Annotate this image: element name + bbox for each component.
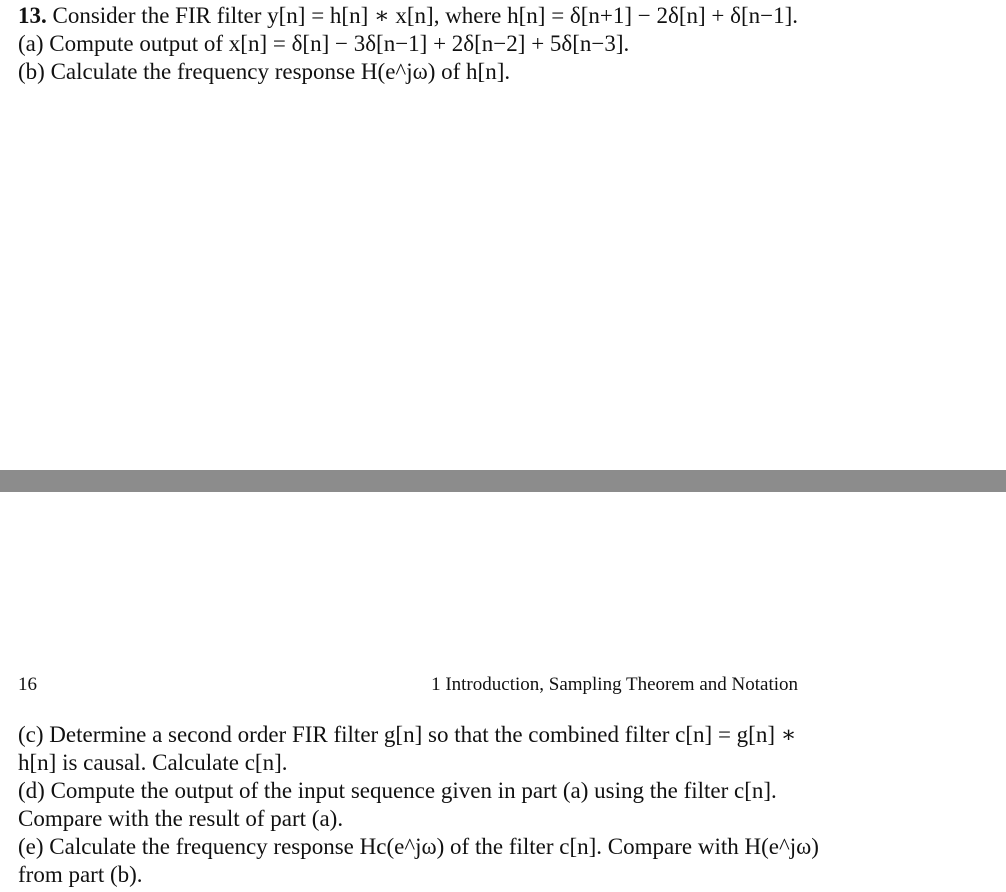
part-a-line: (a) Compute output of x[n] = δ[n] − 3δ[n−1] + 2δ[n−2] + 5δ[n−3]. bbox=[18, 31, 630, 56]
problem-statement-line bbox=[18, 2, 978, 30]
chapter-title: 1 Introduction, Sampling Theorem and Notation bbox=[431, 674, 798, 695]
problem-line-1: Consider the FIR filter y[n] = h[n] ∗ x[n], where h[n] = δ[n+1] − 2δ[n] + δ[n−1]. bbox=[52, 3, 799, 28]
page-number: 16 bbox=[18, 674, 37, 695]
part-e-line-1: (e) Calculate the frequency response Hc(e^jω) of the filter c[n]. Compare with H(e^jω) bbox=[18, 834, 819, 859]
problem-number: 13. bbox=[18, 3, 47, 28]
part-c-line-2: h[n] is causal. Calculate c[n]. bbox=[18, 750, 288, 775]
page-separator bbox=[0, 470, 1006, 492]
part-b-line: (b) Calculate the frequency response H(e^jω) of h[n]. bbox=[18, 59, 511, 84]
part-d-line-1: (d) Compute the output of the input sequence given in part (a) using the filter c[n]. bbox=[18, 778, 777, 803]
part-d-line-2: Compare with the result of part (a). bbox=[18, 806, 344, 831]
part-c-line-1: (c) Determine a second order FIR filter g[n] so that the combined filter c[n] = g[n] ∗ bbox=[18, 722, 797, 747]
part-e-line-2: from part (b). bbox=[18, 862, 143, 887]
running-head bbox=[18, 673, 798, 697]
problem-continuation bbox=[18, 721, 819, 889]
problem-13 bbox=[18, 2, 978, 86]
